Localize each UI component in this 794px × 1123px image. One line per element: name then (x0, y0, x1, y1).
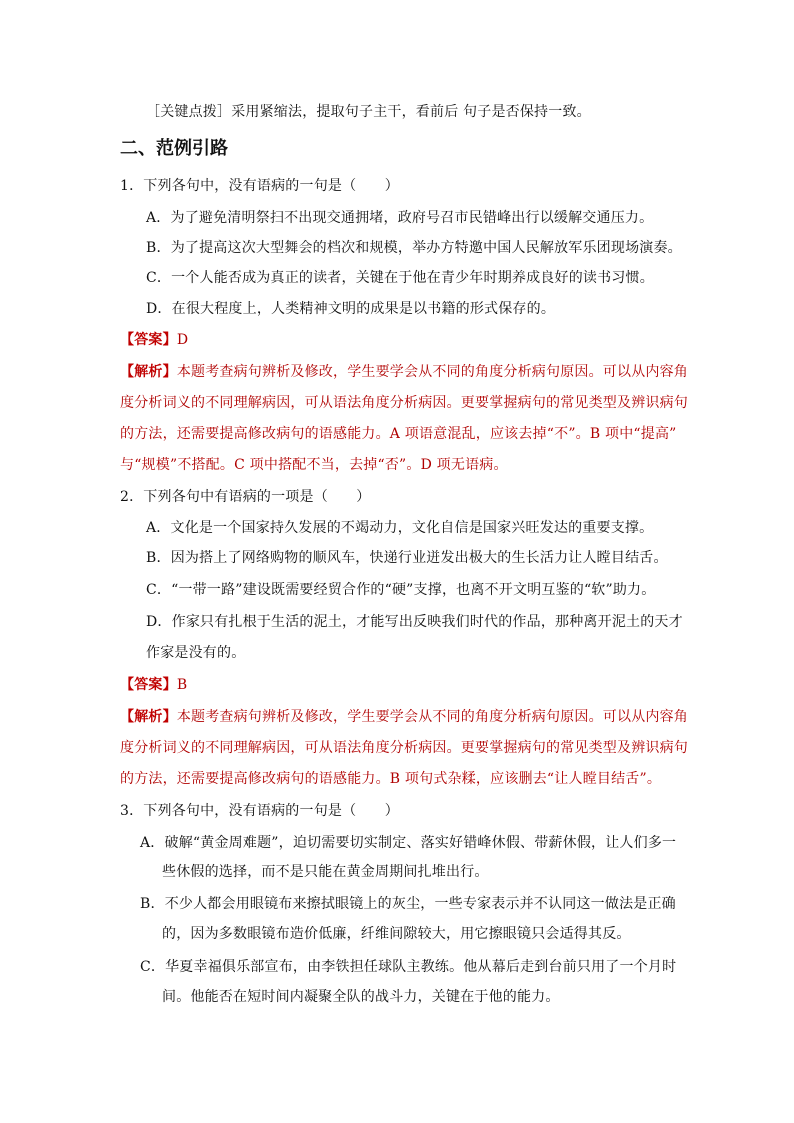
q3-option-a-cont: 些休假的选择，而不是只能在黄金周期间扎堆出行。 (162, 864, 489, 880)
q1-analysis-line-3: 的方法，还需要提高修改病句的语感能力。A 项语意混乱，应该去掉“不”。B 项中“提高” (120, 426, 677, 442)
q2-analysis-line-3: 的方法，还需要提高修改病句的语感能力。B 项句式杂糅，应该删去“让人瞠目结舌”。 (120, 771, 662, 787)
q1-analysis-tag: 【解析】 (120, 364, 177, 380)
q1-analysis-line-4: 与“规模”不搭配。C 项中搭配不当，去掉“否”。D 项无语病。 (120, 457, 508, 473)
q1-option-a: A．为了避免清明祭扫不出现交通拥堵，政府号召市民错峰出行以缓解交通压力。 (146, 210, 654, 226)
q1-option-b: B．为了提高这次大型舞会的档次和规模，举办方特邀中国人民解放军乐团现场演奏。 (146, 240, 682, 256)
q1-analysis-line-1 (120, 362, 688, 382)
q1-stem: 1．下列各句中，没有语病的一句是（ ） (120, 178, 399, 194)
q3-option-a: A．破解“黄金周难题”，迫切需要切实制定、落实好错峰休假、带薪休假，让人们多一 (140, 835, 677, 851)
q2-analysis-line-1 (120, 707, 688, 727)
q1-option-c: C．一个人能否成为真正的读者，关键在于他在青少年时期养成良好的读书习惯。 (146, 270, 654, 286)
q1-analysis-text-1: 本题考查病句辨析及修改，学生要学会从不同的角度分析病句原因。可以从内容角 (176, 364, 689, 380)
q1-option-d: D．在很大程度上，人类精神文明的成果是以书籍的形式保存的。 (146, 301, 556, 317)
q1-answer (120, 330, 188, 350)
q2-stem: 2．下列各句中有语病的一项是（ ） (120, 489, 371, 505)
q1-analysis-line-2: 度分析词义的不同理解病因，可从语法角度分析病因。更要掌握病句的常见类型及辨识病句 (120, 395, 688, 411)
q2-option-b: B．因为搭上了网络购物的顺风车，快递行业迸发出极大的生长活力让人瞠目结舌。 (146, 550, 668, 566)
q2-option-d: D．作家只有扎根于生活的泥土，才能写出反映我们时代的作品，那种离开泥土的天才 (146, 614, 683, 630)
q2-answer (120, 675, 187, 695)
q2-analysis-line-2: 度分析词义的不同理解病因，可从语法角度分析病因。更要掌握病句的常见类型及辨识病句 (120, 740, 688, 756)
q2-answer-value: B (176, 677, 188, 693)
key-hint: ［关键点拨］采用紧缩法，提取句子主干，看前后 句子是否保持一致。 (146, 104, 591, 120)
q3-stem: 3．下列各句中，没有语病的一句是（ ） (120, 803, 399, 819)
q2-option-d-cont: 作家是没有的。 (146, 645, 246, 661)
q2-option-c: C．“一带一路”建设既需要经贸合作的“硬”支撑，也离不开文明互鉴的“软”助力。 (146, 582, 656, 598)
q3-option-b-cont: 的，因为多数眼镜布造价低廉，纤维间隙较大，用它擦眼镜只会适得其反。 (162, 926, 631, 942)
section-title: 二、范例引路 (120, 138, 228, 159)
q1-answer-value: D (176, 332, 189, 348)
q2-analysis-tag: 【解析】 (120, 709, 177, 725)
q2-answer-tag: 【答案】 (120, 677, 177, 693)
q1-answer-tag: 【答案】 (120, 332, 177, 348)
q2-analysis-text-1: 本题考查病句辨析及修改，学生要学会从不同的角度分析病句原因。可以从内容角 (176, 709, 689, 725)
q2-option-a: A．文化是一个国家持久发展的不竭动力，文化自信是国家兴旺发达的重要支撑。 (146, 520, 654, 536)
q3-option-b: B．不少人都会用眼镜布来擦拭眼镜上的灰尘，一些专家表示并不认同这一做法是正确 (140, 896, 676, 912)
q3-option-c: C．华夏幸福俱乐部宣布，由李铁担任球队主教练。他从幕后走到台前只用了一个月时 (140, 959, 677, 975)
q3-option-c-cont: 间。他能否在短时间内凝聚全队的战斗力，关键在于他的能力。 (162, 989, 560, 1005)
